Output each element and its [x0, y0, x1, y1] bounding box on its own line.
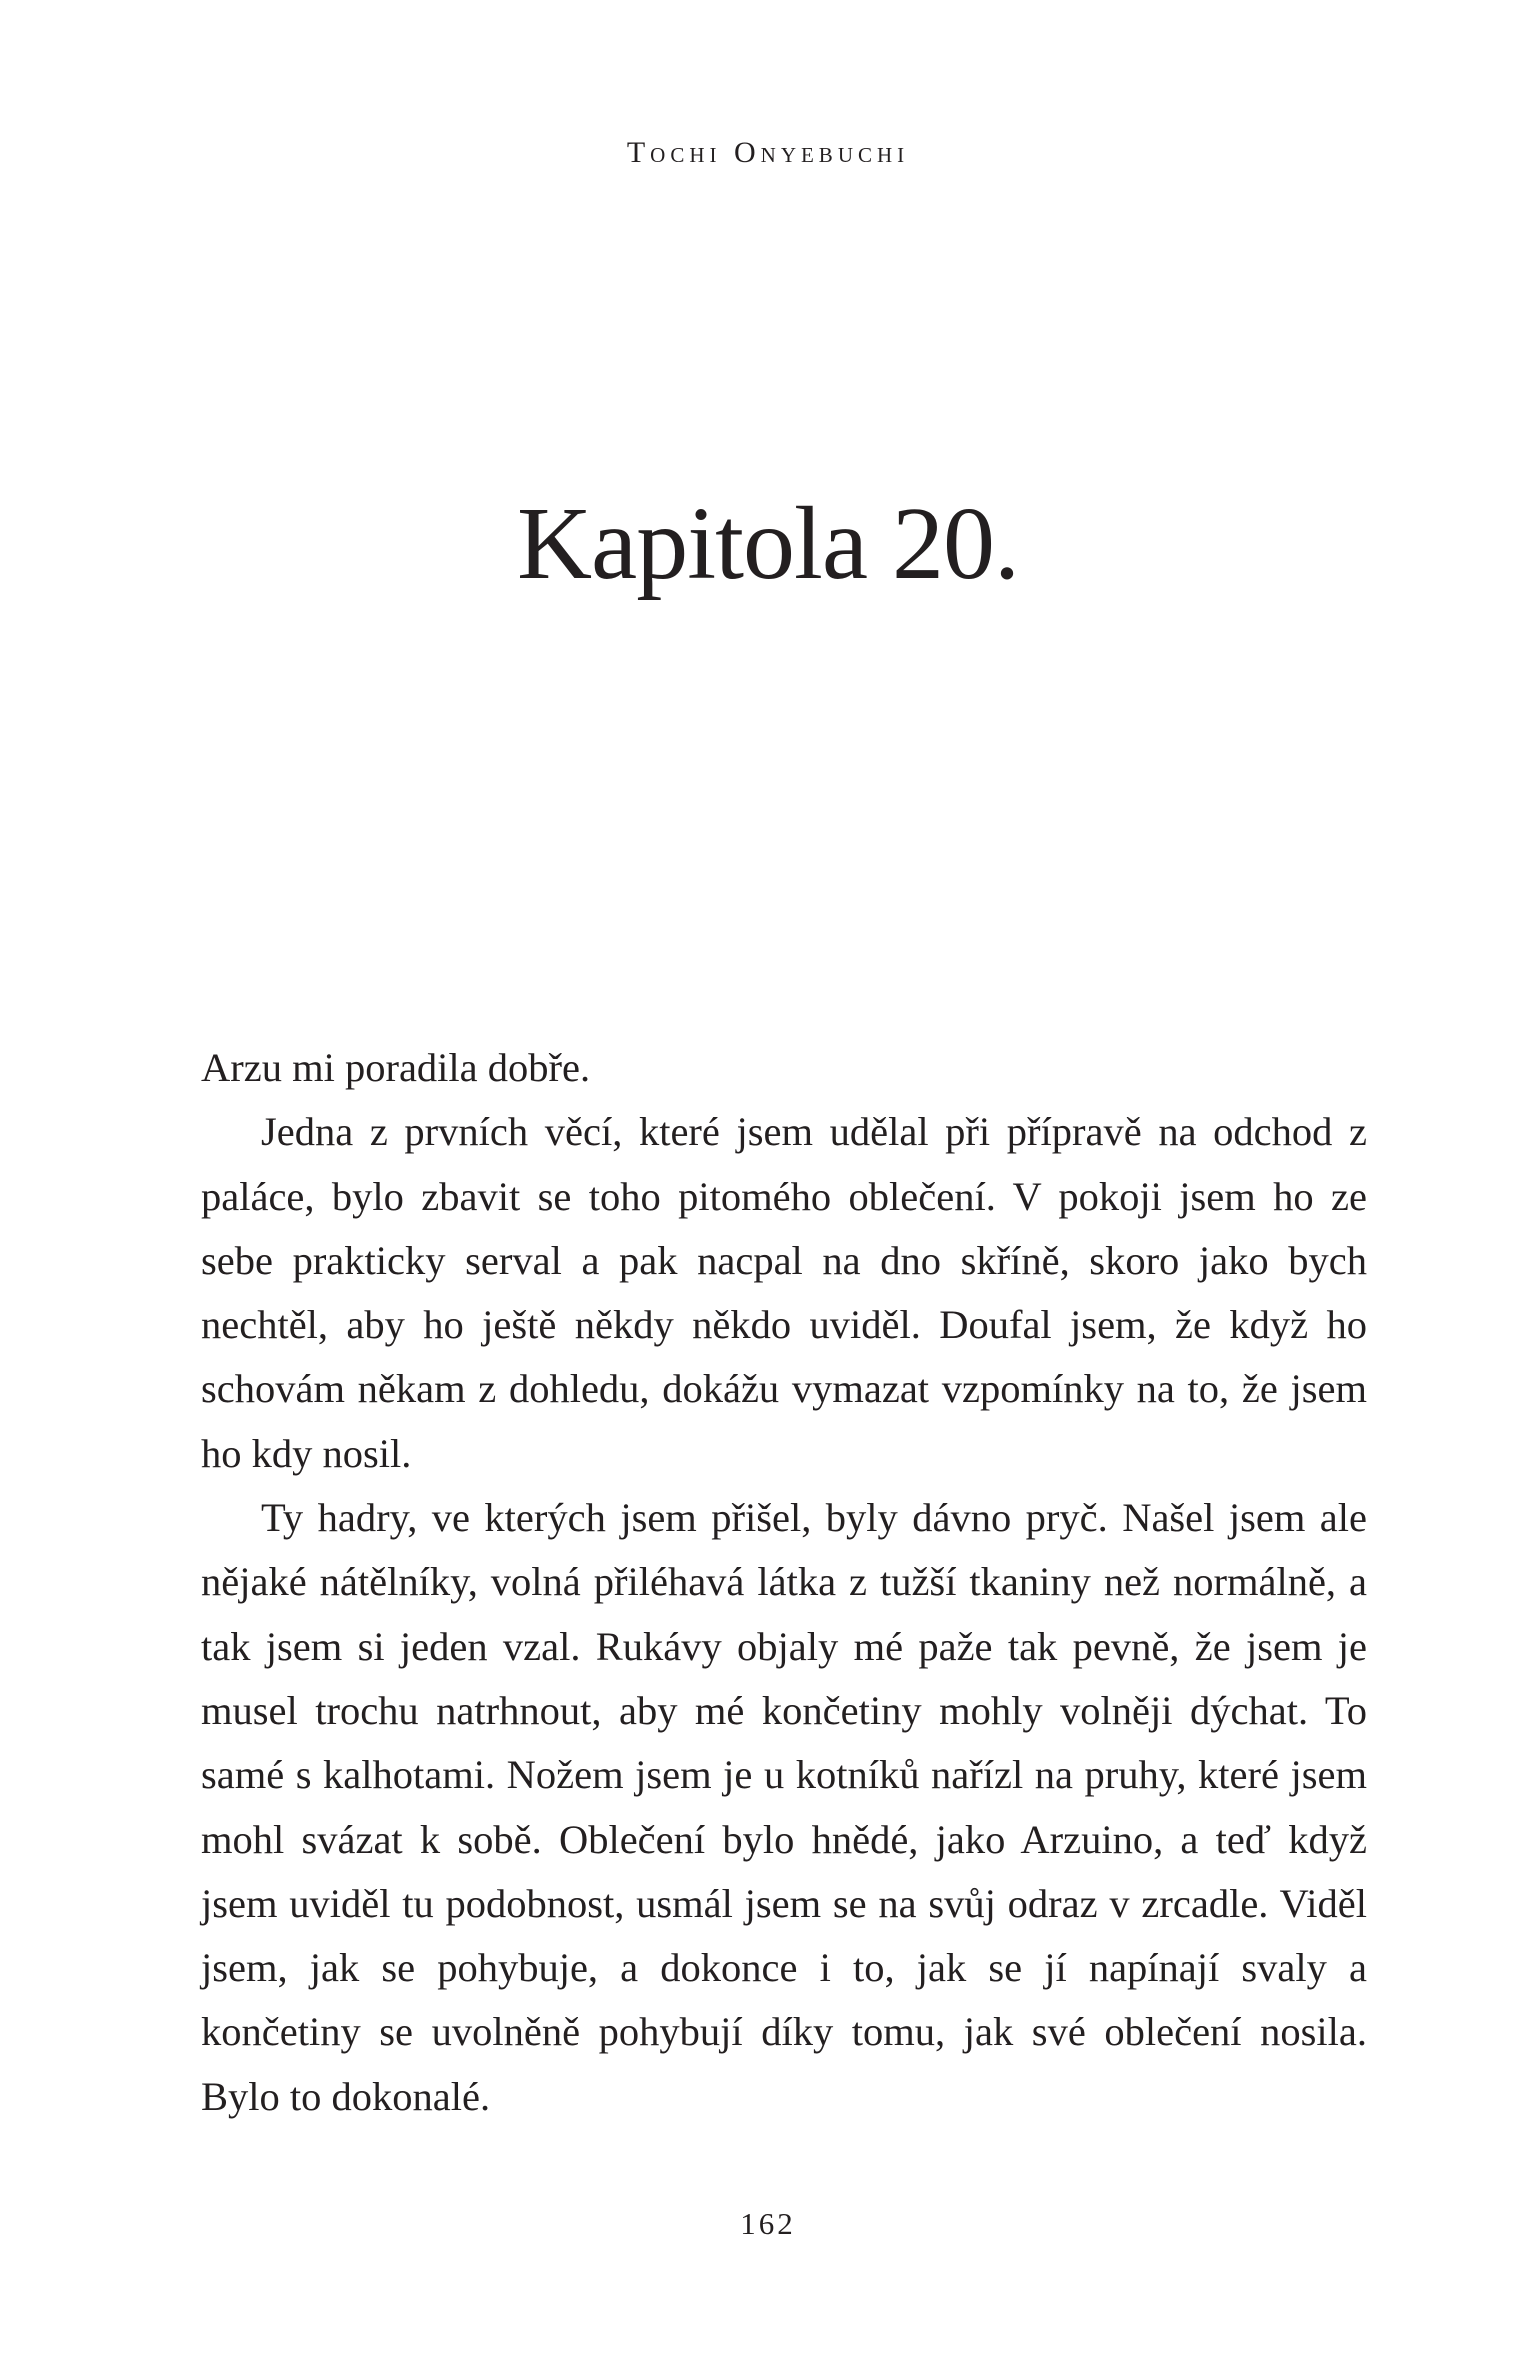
running-head: Tochi Onyebuchi [626, 136, 910, 169]
paragraph-1: Arzu mi poradila dobře. [201, 1045, 591, 1090]
paragraph-3: Ty hadry, ve kterých jsem přišel, byly dávno pryč. Našel jsem ale nějaké nátělníky, volná přiléhavá látka z tužší tkaniny než normálně, a tak jsem si jeden vzal. Rukávy objaly mé paže tak pevně, že jsem je musel trochu natrhnout, aby mé končetiny mohly volněji dýchat. To samé s kalhotami. Nožem jsem je u kotníků nařízl na pruhy, které jsem mohl svázat k sobě. Oblečení bylo hnědé, jako Arzuino, a teď když jsem uviděl tu podobnost, usmál jsem se na svůj odraz v zrcadle. Viděl jsem, jak se pohybuje, a dokonce i to, jak se jí napínají svaly a končetiny se uvolněně pohybují díky tomu, jak své oblečení nosila. Bylo to dokonalé. [201, 1495, 1367, 2119]
body-text [201, 1036, 1367, 2129]
paragraph-2: Jedna z prvních věcí, které jsem udělal při přípravě na odchod z paláce, bylo zbavit se toho pitomého oblečení. V pokoji jsem ho ze sebe prakticky serval a pak nacpal na dno skříně, skoro jako bych nechtěl, aby ho ještě někdy někdo uviděl. Doufal jsem, že když ho schovám někam z dohledu, dokážu vymazat vzpomínky na to, že jsem ho kdy nosil. [201, 1109, 1367, 1476]
chapter-title: Kapitola 20. [516, 486, 1020, 601]
page-number: 162 [740, 2206, 796, 2241]
